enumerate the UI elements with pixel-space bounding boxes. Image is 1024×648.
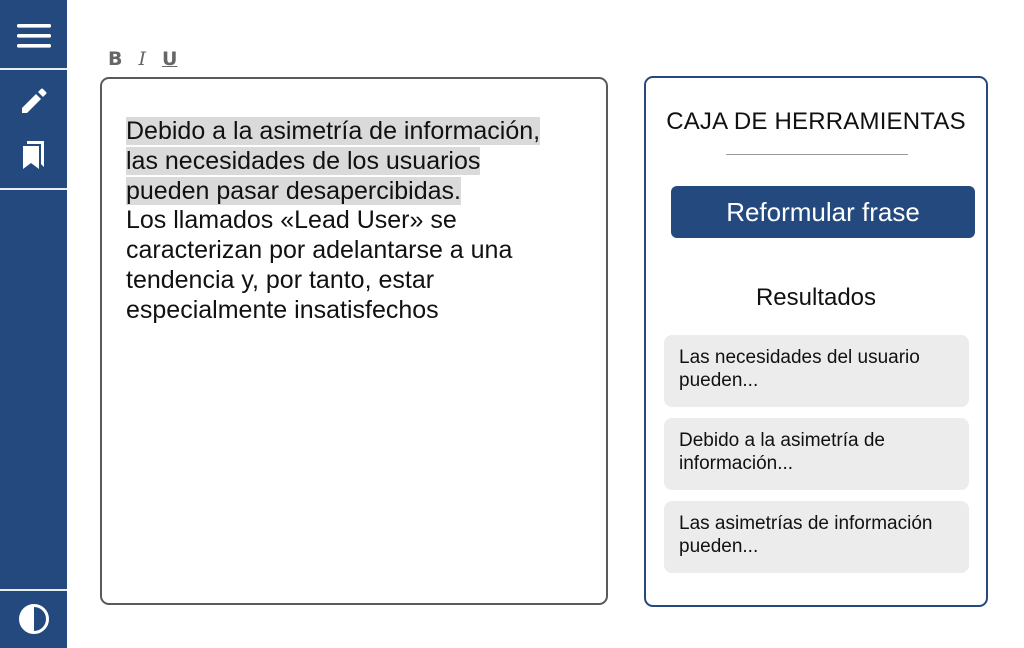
result-text-line: Las necesidades del usuario [679,347,920,368]
bookmarks-icon [21,139,47,171]
result-text-line: Debido a la asimetría de [679,430,885,451]
sidebar-divider [0,589,67,591]
selected-text-line[interactable]: las necesidades de los usuarios [126,146,481,175]
hamburger-menu-icon [17,23,51,49]
result-item[interactable] [664,335,969,407]
bookmarks-button[interactable] [0,130,67,180]
rephrase-button[interactable]: Reformular frase [671,186,975,238]
result-text-line: Las asimetrías de información [679,513,933,534]
bold-button[interactable]: B [108,48,123,70]
pencil-icon [19,86,49,116]
edit-button[interactable] [0,78,67,124]
toolbox-title: CAJA DE HERRAMIENTAS [666,108,966,135]
sidebar-divider [0,188,67,190]
toolbox-panel [644,76,988,607]
editor-content[interactable] [126,117,596,326]
theme-toggle-button[interactable] [0,594,67,644]
text-line[interactable]: tendencia y, por tanto, estar [126,265,435,294]
text-line[interactable]: caracterizan por adelantarse a una [126,236,513,265]
sidebar [0,0,67,648]
selected-text-line[interactable]: Debido a la asimetría de información, [126,117,541,145]
format-toolbar [108,48,177,70]
title-divider [726,154,908,155]
text-editor[interactable] [100,77,608,605]
result-text-line: pueden... [679,536,759,557]
result-item[interactable] [664,418,969,490]
contrast-icon [18,603,50,635]
text-line[interactable]: Los llamados «Lead User» se [126,206,457,235]
results-title: Resultados [755,284,877,311]
result-text-line: información... [679,453,794,474]
selected-text-line[interactable]: pueden pasar desapercibidas. [126,176,461,205]
sidebar-divider [0,68,67,70]
menu-button[interactable] [0,8,67,64]
underline-button[interactable]: U [162,48,178,70]
italic-button[interactable]: I [138,48,146,70]
result-item[interactable] [664,501,969,573]
result-text-line: pueden... [679,370,759,391]
text-line[interactable]: especialmente insatisfechos [126,295,439,324]
